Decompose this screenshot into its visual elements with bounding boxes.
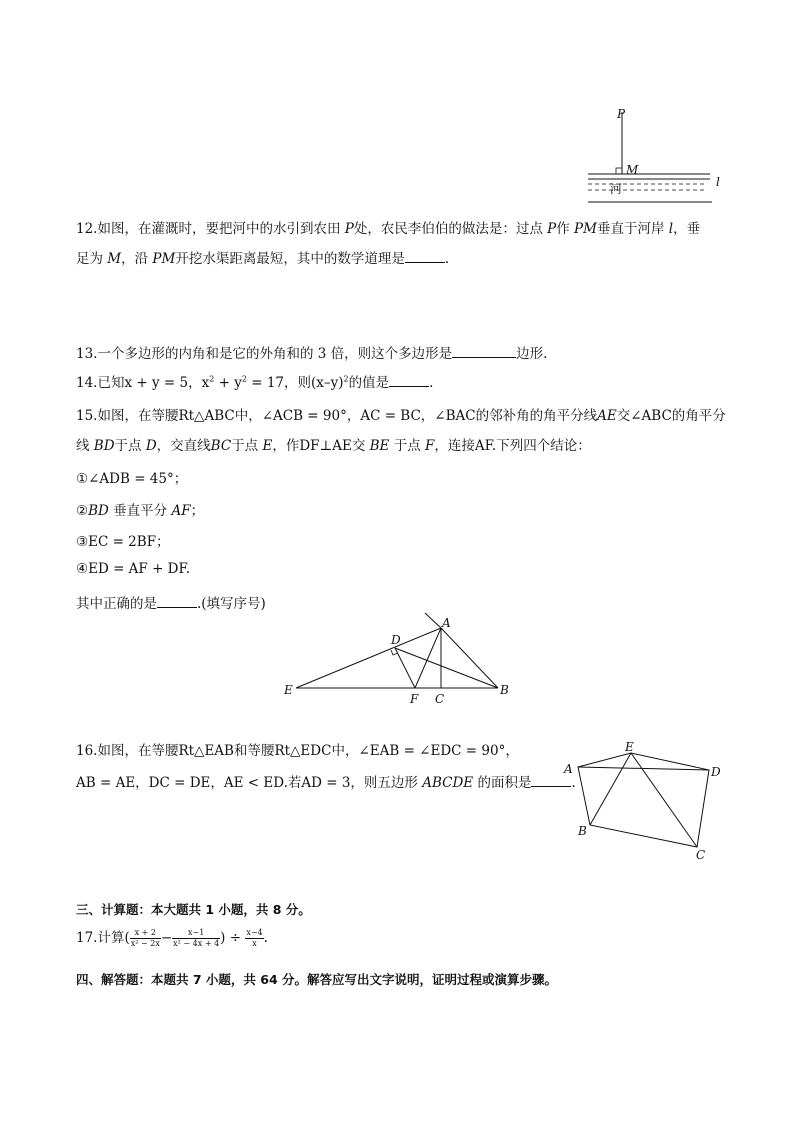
text: AE xyxy=(597,408,617,424)
text: 垂直于河岸 xyxy=(596,221,669,237)
text: 2 xyxy=(343,374,349,384)
text: 的面积是 xyxy=(473,775,532,791)
text: ，作DF⊥AE交 xyxy=(272,438,370,454)
conclusion-3: ③EC = 2BF； xyxy=(76,534,170,550)
question-13 xyxy=(76,342,547,362)
question-16-line-2 xyxy=(76,771,576,791)
question-12-line-1 xyxy=(76,217,700,237)
text: = 17，则(x–y) xyxy=(246,375,344,391)
fig16-label-E: E xyxy=(625,740,634,754)
text: 于点 xyxy=(389,438,426,454)
figure-12-river-diagram xyxy=(580,100,730,210)
question-17 xyxy=(76,926,268,949)
text: AB = AE，DC = DE，AE < ED.若AD = 3，则五边形 xyxy=(76,775,423,791)
fraction-3 xyxy=(245,928,263,949)
section-4-heading: 四、解答题：本题共 7 小题，共 64 分。解答应写出文字说明，证明过程或演算步骤。 xyxy=(76,972,558,987)
text: ② xyxy=(76,503,89,519)
fig12-label-P: P xyxy=(617,107,626,121)
text: ； xyxy=(190,503,205,519)
conclusion-4: ④ED = AF + DF. xyxy=(76,561,191,577)
text: 的值是 xyxy=(348,375,390,391)
fig15-label-D: D xyxy=(391,633,401,647)
text: ABCDE xyxy=(422,775,474,791)
text: x xyxy=(252,939,257,948)
text: 交∠ABC的角平分 xyxy=(616,408,726,424)
text: ，连接AF.下列四个结论： xyxy=(434,438,591,454)
fig16-label-C: C xyxy=(696,848,706,862)
text: 边形. xyxy=(516,346,548,362)
figure-15-triangle-diagram xyxy=(270,605,530,715)
text: F xyxy=(425,438,435,454)
fig15-label-F: F xyxy=(410,692,419,706)
text: ) ÷ xyxy=(220,930,246,946)
text: 12.如图，在灌溉时，要把河中的水引到农田 xyxy=(76,221,345,237)
text: 2 xyxy=(241,374,247,384)
text: 2 xyxy=(209,374,215,384)
text: M xyxy=(107,251,122,267)
conclusion-2 xyxy=(76,499,204,519)
text: . xyxy=(429,375,434,391)
text: 于点 xyxy=(114,438,146,454)
question-15-line-2 xyxy=(76,434,591,454)
text: BC xyxy=(210,438,232,454)
text: ，沿 xyxy=(121,251,153,267)
fig12-label-l: l xyxy=(716,175,720,189)
text: P xyxy=(547,221,557,237)
fraction-2 xyxy=(172,928,220,949)
text: x−4 xyxy=(246,928,263,937)
text: BD xyxy=(88,503,109,519)
section-3-heading: 三、计算题：本大题共 1 小题，共 8 分。 xyxy=(76,902,311,917)
fig16-label-B: B xyxy=(578,824,587,838)
text: 垂直平分 xyxy=(108,503,172,519)
question-12-line-2 xyxy=(76,247,449,267)
question-15-answer xyxy=(76,592,266,612)
fig12-label-river: 河 xyxy=(610,182,623,196)
text: 开挖水渠距离最短，其中的数学道理是 xyxy=(175,251,405,267)
text: PM xyxy=(574,221,597,237)
text: 线 xyxy=(76,438,94,454)
fig16-label-A: A xyxy=(564,762,573,776)
question-15-line-1 xyxy=(76,404,726,424)
answer-blank-12[interactable] xyxy=(405,250,445,263)
conclusion-1: ①∠ADB = 45°； xyxy=(76,471,188,487)
text: x−1 xyxy=(172,928,220,939)
text: . xyxy=(444,251,450,267)
text: 于点 xyxy=(231,438,263,454)
text: AF xyxy=(171,503,191,519)
text: . xyxy=(571,775,576,791)
question-16-line-1: 16.如图，在等腰Rt△EAB和等腰Rt△EDC中，∠EAB = ∠EDC = 90°， xyxy=(76,743,519,759)
fraction-1 xyxy=(130,928,161,949)
text: PM xyxy=(152,251,176,267)
text: E xyxy=(262,438,273,454)
text: 15.如图，在等腰Rt△ABC中，∠ACB = 90°，AC = BC，∠BAC的邻补角的角平分线 xyxy=(76,408,598,424)
answer-blank-14[interactable] xyxy=(389,374,429,387)
text: BD xyxy=(93,438,115,454)
text: x² − 2x xyxy=(130,939,160,948)
text: D xyxy=(145,438,157,454)
fig12-label-M: M xyxy=(626,163,639,177)
fig15-label-E: E xyxy=(284,683,293,697)
text: 足为 xyxy=(76,251,108,267)
text: ，垂 xyxy=(673,221,701,237)
fig16-label-D: D xyxy=(711,765,721,779)
text: 17.计算( xyxy=(76,930,130,946)
answer-blank-15[interactable] xyxy=(157,595,197,608)
text: .(填写序号) xyxy=(197,596,266,612)
text: P xyxy=(344,221,354,237)
figure-16-pentagon-diagram xyxy=(555,735,755,865)
text: − xyxy=(160,930,173,946)
text: x² − 4x + 4 xyxy=(173,939,220,948)
text: + y xyxy=(214,375,242,391)
text: . xyxy=(263,930,268,946)
text: l xyxy=(668,221,674,237)
fig15-label-B: B xyxy=(500,683,509,697)
text: x + 2 xyxy=(130,928,161,939)
text: 处，农民李伯伯的做法是：过点 xyxy=(353,221,548,237)
text: BE xyxy=(369,438,390,454)
question-14 xyxy=(76,371,433,391)
text: 14.已知x + y = 5，x xyxy=(76,375,210,391)
answer-blank-13[interactable] xyxy=(452,345,516,358)
text: ，交直线 xyxy=(156,438,211,454)
text: 作 xyxy=(556,221,575,237)
fig15-label-C: C xyxy=(435,692,445,706)
fig15-label-A: A xyxy=(442,616,451,630)
text: 13.一个多边形的内角和是它的外角和的 3 倍，则这个多边形是 xyxy=(76,346,453,362)
text: 其中正确的是 xyxy=(76,596,157,612)
